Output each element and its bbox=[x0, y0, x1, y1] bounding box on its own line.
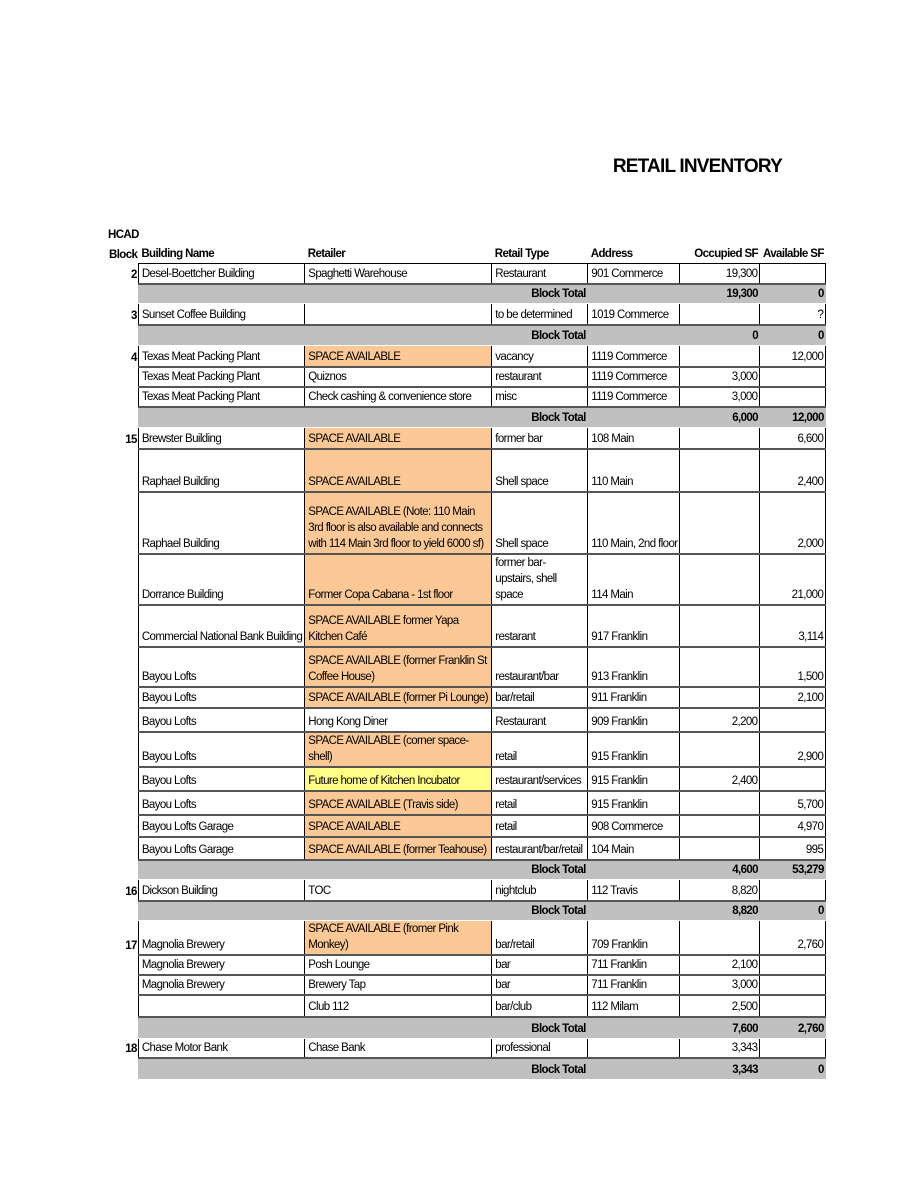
total-available: 0 bbox=[760, 325, 826, 346]
block-number: 17 bbox=[125, 940, 137, 952]
table-row bbox=[106, 921, 826, 956]
total-available: 0 bbox=[760, 284, 826, 304]
retail-type: retail bbox=[492, 732, 588, 767]
header-building: Building Name bbox=[141, 248, 215, 260]
total-occupied: 6,000 bbox=[680, 407, 760, 428]
page-title: RETAIL INVENTORY bbox=[612, 156, 782, 177]
retail-type: retail bbox=[492, 815, 588, 837]
building-name: Magnolia Brewery bbox=[138, 975, 304, 995]
occupied-sf bbox=[680, 791, 760, 815]
block-cell bbox=[106, 407, 138, 428]
retail-type: bar bbox=[492, 955, 588, 975]
block-number bbox=[106, 687, 138, 708]
available-sf: 2,400 bbox=[760, 449, 826, 492]
table-row bbox=[106, 687, 826, 708]
building-name: Dorrance Building bbox=[138, 554, 304, 605]
retail-type: retail bbox=[492, 791, 588, 815]
block-cell bbox=[106, 860, 138, 880]
address: 711 Franklin bbox=[588, 975, 680, 995]
inventory-table bbox=[106, 244, 826, 1080]
block-number bbox=[106, 554, 138, 605]
occupied-sf: 2,200 bbox=[680, 708, 760, 732]
empty-cell bbox=[588, 1017, 680, 1038]
building-name: Bayou Lofts Garage bbox=[138, 837, 304, 860]
available-sf bbox=[760, 1038, 826, 1058]
address: 901 Commerce bbox=[588, 264, 680, 284]
block-number bbox=[106, 767, 138, 791]
building-name: Raphael Building bbox=[138, 492, 304, 554]
building-name: Magnolia Brewery bbox=[138, 921, 304, 956]
block-total-label: Block Total bbox=[138, 325, 587, 346]
block-number bbox=[106, 492, 138, 554]
available-sf bbox=[760, 880, 826, 901]
available-sf bbox=[760, 995, 826, 1017]
empty-cell bbox=[588, 860, 680, 880]
block-number: 3 bbox=[131, 309, 137, 322]
occupied-sf bbox=[680, 732, 760, 767]
total-available: 12,000 bbox=[760, 407, 826, 428]
retailer: Quiznos bbox=[305, 367, 492, 387]
block-number: 4 bbox=[131, 351, 137, 364]
available-sf: 21,000 bbox=[760, 554, 826, 605]
address: 110 Main bbox=[588, 449, 680, 492]
available-sf bbox=[760, 708, 826, 732]
table-row bbox=[106, 837, 826, 860]
address: 909 Franklin bbox=[588, 708, 680, 732]
occupied-sf: 3,000 bbox=[680, 975, 760, 995]
table-row bbox=[106, 1038, 826, 1058]
available-sf: 5,700 bbox=[760, 791, 826, 815]
table-row bbox=[106, 647, 826, 687]
occupied-sf: 19,300 bbox=[680, 264, 760, 284]
table-row bbox=[106, 955, 826, 975]
available-sf bbox=[760, 955, 826, 975]
retail-type: former bar bbox=[492, 428, 588, 449]
retail-type: restaurant/bar/retail bbox=[492, 837, 588, 860]
retailer: Chase Bank bbox=[305, 1038, 492, 1058]
address: 917 Franklin bbox=[588, 605, 680, 647]
table-row bbox=[106, 815, 826, 837]
retail-type: Restaurant bbox=[492, 264, 588, 284]
retail-type: former bar- upstairs, shell space bbox=[492, 554, 588, 605]
building-name: Texas Meat Packing Plant bbox=[138, 346, 304, 367]
total-occupied: 3,343 bbox=[680, 1058, 760, 1079]
building-name: Chase Motor Bank bbox=[138, 1038, 304, 1058]
empty-cell bbox=[588, 325, 680, 346]
available-sf bbox=[760, 767, 826, 791]
block-total-row bbox=[106, 1058, 826, 1079]
available-sf bbox=[760, 264, 826, 284]
address: 915 Franklin bbox=[588, 732, 680, 767]
retailer: Spaghetti Warehouse bbox=[305, 264, 492, 284]
available-sf: 2,000 bbox=[760, 492, 826, 554]
occupied-sf: 3,000 bbox=[680, 387, 760, 407]
available-sf bbox=[760, 367, 826, 387]
header-occupied: Occupied SF bbox=[694, 248, 758, 260]
building-name: Brewster Building bbox=[138, 428, 304, 449]
building-name: Dickson Building bbox=[138, 880, 304, 901]
address: 1019 Commerce bbox=[588, 304, 680, 325]
block-total-row bbox=[106, 325, 826, 346]
table-row bbox=[106, 791, 826, 815]
total-occupied: 4,600 bbox=[680, 860, 760, 880]
retailer: SPACE AVAILABLE former Yapa Kitchen Café bbox=[305, 605, 492, 647]
building-name: Commercial National Bank Building bbox=[138, 605, 304, 647]
address: 112 Travis bbox=[588, 880, 680, 901]
table-row bbox=[106, 767, 826, 791]
block-cell bbox=[106, 325, 138, 346]
occupied-sf bbox=[680, 346, 760, 367]
table-row bbox=[106, 264, 826, 284]
total-occupied: 0 bbox=[680, 325, 760, 346]
building-name bbox=[138, 995, 304, 1017]
header-address: Address bbox=[590, 248, 633, 260]
block-number bbox=[106, 975, 138, 995]
retail-type: nightclub bbox=[492, 880, 588, 901]
retail-type: bar/club bbox=[492, 995, 588, 1017]
address: 911 Franklin bbox=[588, 687, 680, 708]
block-total-row bbox=[106, 1017, 826, 1038]
retail-type: vacancy bbox=[492, 346, 588, 367]
address: 711 Franklin bbox=[588, 955, 680, 975]
table-row bbox=[106, 346, 826, 367]
block-number: 2 bbox=[131, 268, 137, 281]
block-total-row bbox=[106, 407, 826, 428]
block-total-label: Block Total bbox=[138, 860, 587, 880]
block-number bbox=[106, 955, 138, 975]
retailer: Club 112 bbox=[305, 995, 492, 1017]
address: 1119 Commerce bbox=[588, 387, 680, 407]
occupied-sf bbox=[680, 605, 760, 647]
building-name: Desel-Boettcher Building bbox=[138, 264, 304, 284]
block-number bbox=[106, 367, 138, 387]
occupied-sf: 2,400 bbox=[680, 767, 760, 791]
block-total-row bbox=[106, 860, 826, 880]
retail-type: bar/retail bbox=[492, 921, 588, 956]
table-row bbox=[106, 304, 826, 325]
retailer: SPACE AVAILABLE (corner space- shell) bbox=[305, 732, 492, 767]
retailer: SPACE AVAILABLE (former Franklin St Coffee House) bbox=[305, 647, 492, 687]
empty-cell bbox=[588, 407, 680, 428]
table-row bbox=[106, 732, 826, 767]
block-total-label: Block Total bbox=[138, 1058, 587, 1079]
retailer: SPACE AVAILABLE (former Pi Lounge) bbox=[305, 687, 492, 708]
available-sf: 4,970 bbox=[760, 815, 826, 837]
occupied-sf: 2,100 bbox=[680, 955, 760, 975]
address: 908 Commerce bbox=[588, 815, 680, 837]
header-block: Block bbox=[109, 248, 138, 261]
occupied-sf bbox=[680, 687, 760, 708]
building-name: Texas Meat Packing Plant bbox=[138, 367, 304, 387]
retailer: Posh Lounge bbox=[305, 955, 492, 975]
available-sf: ? bbox=[760, 304, 826, 325]
retailer: SPACE AVAILABLE bbox=[305, 815, 492, 837]
occupied-sf bbox=[680, 815, 760, 837]
address: 913 Franklin bbox=[588, 647, 680, 687]
table-row bbox=[106, 708, 826, 732]
retailer: SPACE AVAILABLE bbox=[305, 346, 492, 367]
retailer: Former Copa Cabana - 1st floor bbox=[305, 554, 492, 605]
occupied-sf bbox=[680, 921, 760, 956]
address: 112 Milam bbox=[588, 995, 680, 1017]
table-row bbox=[106, 449, 826, 492]
block-cell bbox=[106, 1017, 138, 1038]
address: 114 Main bbox=[588, 554, 680, 605]
retailer: SPACE AVAILABLE bbox=[305, 449, 492, 492]
empty-cell bbox=[588, 284, 680, 304]
table-row bbox=[106, 492, 826, 554]
total-occupied: 7,600 bbox=[680, 1017, 760, 1038]
available-sf: 6,600 bbox=[760, 428, 826, 449]
header-available: Available SF bbox=[762, 248, 824, 260]
occupied-sf bbox=[680, 554, 760, 605]
available-sf: 12,000 bbox=[760, 346, 826, 367]
occupied-sf bbox=[680, 304, 760, 325]
header-retailer: Retailer bbox=[307, 248, 346, 260]
table-row bbox=[106, 428, 826, 449]
available-sf: 1,500 bbox=[760, 647, 826, 687]
occupied-sf: 2,500 bbox=[680, 995, 760, 1017]
block-number bbox=[106, 732, 138, 767]
retail-type: restarant bbox=[492, 605, 588, 647]
retail-type: Shell space bbox=[492, 492, 588, 554]
retail-type: Restaurant bbox=[492, 708, 588, 732]
block-total-row bbox=[106, 901, 826, 921]
total-available: 53,279 bbox=[760, 860, 826, 880]
retailer bbox=[305, 304, 492, 325]
empty-cell bbox=[588, 901, 680, 921]
header-type: Retail Type bbox=[494, 248, 549, 260]
block-number bbox=[106, 449, 138, 492]
occupied-sf bbox=[680, 428, 760, 449]
address: 108 Main bbox=[588, 428, 680, 449]
available-sf: 2,100 bbox=[760, 687, 826, 708]
total-available: 0 bbox=[760, 901, 826, 921]
total-occupied: 19,300 bbox=[680, 284, 760, 304]
available-sf: 995 bbox=[760, 837, 826, 860]
block-number: 16 bbox=[125, 885, 137, 898]
occupied-sf bbox=[680, 837, 760, 860]
block-number: 18 bbox=[125, 1043, 137, 1055]
address: 104 Main bbox=[588, 837, 680, 860]
retailer: Hong Kong Diner bbox=[305, 708, 492, 732]
retail-type: restaurant/services bbox=[492, 767, 588, 791]
block-total-label: Block Total bbox=[138, 901, 587, 921]
occupied-sf: 3,000 bbox=[680, 367, 760, 387]
occupied-sf bbox=[680, 449, 760, 492]
occupied-sf bbox=[680, 647, 760, 687]
block-number bbox=[106, 708, 138, 732]
block-number bbox=[106, 647, 138, 687]
retailer: SPACE AVAILABLE (former Teahouse) bbox=[305, 837, 492, 860]
table-row bbox=[106, 387, 826, 407]
building-name: Bayou Lofts bbox=[138, 647, 304, 687]
building-name: Magnolia Brewery bbox=[138, 955, 304, 975]
header-hcad: HCAD bbox=[108, 229, 139, 241]
retailer: SPACE AVAILABLE bbox=[305, 428, 492, 449]
retailer: SPACE AVAILABLE (Note: 110 Main 3rd floor is also available and connects with 114 Main 3rd floor to yield 6000 sf) bbox=[305, 492, 492, 554]
address: 915 Franklin bbox=[588, 791, 680, 815]
block-number bbox=[106, 791, 138, 815]
empty-cell bbox=[588, 1058, 680, 1079]
block-total-label: Block Total bbox=[138, 284, 587, 304]
address: 709 Franklin bbox=[588, 921, 680, 956]
retail-type: restaurant/bar bbox=[492, 647, 588, 687]
block-number bbox=[106, 605, 138, 647]
retail-type: bar/retail bbox=[492, 687, 588, 708]
block-number bbox=[106, 815, 138, 837]
table-row bbox=[106, 554, 826, 605]
block-number: 15 bbox=[125, 433, 137, 446]
retailer: Brewery Tap bbox=[305, 975, 492, 995]
building-name: Bayou Lofts Garage bbox=[138, 815, 304, 837]
retailer: TOC bbox=[305, 880, 492, 901]
retailer: SPACE AVAILABLE (Travis side) bbox=[305, 791, 492, 815]
available-sf bbox=[760, 975, 826, 995]
block-cell bbox=[106, 901, 138, 921]
building-name: Bayou Lofts bbox=[138, 708, 304, 732]
retail-type: misc bbox=[492, 387, 588, 407]
block-number bbox=[106, 995, 138, 1017]
building-name: Bayou Lofts bbox=[138, 791, 304, 815]
retail-type: restaurant bbox=[492, 367, 588, 387]
available-sf: 2,900 bbox=[760, 732, 826, 767]
retailer: Future home of Kitchen Incubator bbox=[305, 767, 492, 791]
total-occupied: 8,820 bbox=[680, 901, 760, 921]
retail-type: to be determined bbox=[492, 304, 588, 325]
available-sf: 2,760 bbox=[760, 921, 826, 956]
retailer: Check cashing & convenience store bbox=[305, 387, 492, 407]
building-name: Bayou Lofts bbox=[138, 732, 304, 767]
building-name: Texas Meat Packing Plant bbox=[138, 387, 304, 407]
table-row bbox=[106, 605, 826, 647]
address: 915 Franklin bbox=[588, 767, 680, 791]
available-sf: 3,114 bbox=[760, 605, 826, 647]
table-row bbox=[106, 975, 826, 995]
block-cell bbox=[106, 284, 138, 304]
retail-type: professional bbox=[492, 1038, 588, 1058]
address: 1119 Commerce bbox=[588, 346, 680, 367]
occupied-sf bbox=[680, 492, 760, 554]
block-total-row bbox=[106, 284, 826, 304]
table-row bbox=[106, 995, 826, 1017]
total-available: 0 bbox=[760, 1058, 826, 1079]
building-name: Raphael Building bbox=[138, 449, 304, 492]
building-name: Bayou Lofts bbox=[138, 687, 304, 708]
retailer: SPACE AVAILABLE (fromer Pink Monkey) bbox=[305, 921, 492, 956]
block-total-label: Block Total bbox=[138, 1017, 587, 1038]
table-row bbox=[106, 367, 826, 387]
building-name: Bayou Lofts bbox=[138, 767, 304, 791]
occupied-sf: 8,820 bbox=[680, 880, 760, 901]
block-number bbox=[106, 387, 138, 407]
block-total-label: Block Total bbox=[138, 407, 587, 428]
building-name: Sunset Coffee Building bbox=[138, 304, 304, 325]
header-row bbox=[106, 244, 826, 264]
available-sf bbox=[760, 387, 826, 407]
total-available: 2,760 bbox=[760, 1017, 826, 1038]
block-cell bbox=[106, 1058, 138, 1079]
address bbox=[588, 1038, 680, 1058]
block-number bbox=[106, 837, 138, 860]
retail-type: bar bbox=[492, 975, 588, 995]
table-row bbox=[106, 880, 826, 901]
address: 1119 Commerce bbox=[588, 367, 680, 387]
occupied-sf: 3,343 bbox=[680, 1038, 760, 1058]
retail-type: Shell space bbox=[492, 449, 588, 492]
address: 110 Main, 2nd floor bbox=[588, 492, 680, 554]
